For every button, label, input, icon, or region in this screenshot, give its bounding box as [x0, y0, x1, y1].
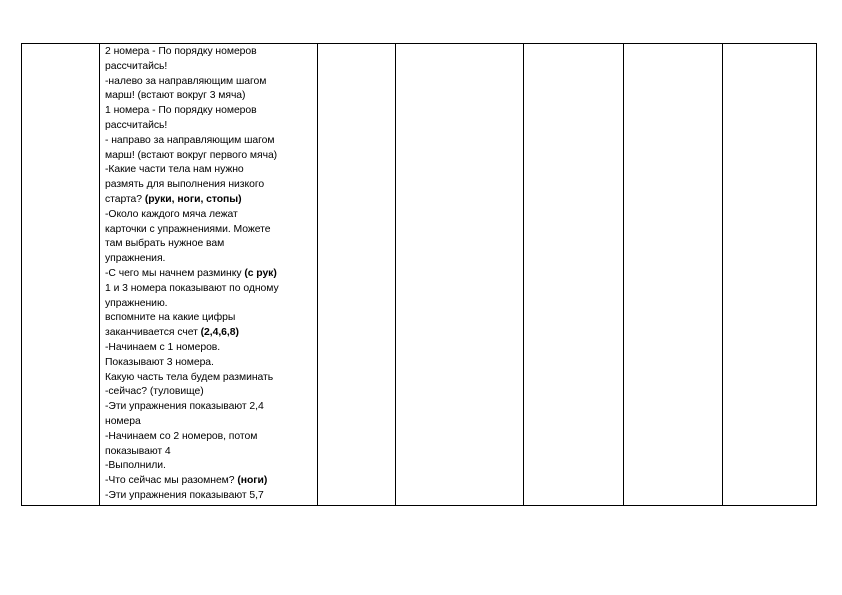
- line-text: -С чего мы начнем разминку: [105, 267, 245, 279]
- table-row: [22, 44, 817, 506]
- line-text: марш! (встают вокруг первого мяча): [105, 149, 278, 161]
- table-cell-col7: [723, 44, 817, 506]
- instruction-line: [105, 415, 313, 430]
- line-text: размять для выполнения низкого: [105, 179, 265, 191]
- line-text: Какую часть тела будем разминать: [105, 371, 274, 383]
- instruction-line: [105, 193, 313, 208]
- instruction-line: [105, 474, 313, 489]
- line-text: Показывают 3 номера.: [105, 356, 214, 368]
- line-text: 1 номера - По порядку номеров: [105, 105, 257, 117]
- line-text: старта?: [105, 193, 145, 205]
- line-text: марш! (встают вокруг 3 мяча): [105, 90, 246, 102]
- instruction-line: [105, 311, 313, 326]
- line-text: -Начинаем с 1 номеров.: [105, 341, 221, 353]
- instruction-line: [105, 341, 313, 356]
- line-text: упражнения.: [105, 253, 166, 265]
- line-text: -Около каждого мяча лежат: [105, 208, 238, 220]
- line-text: -налево за направляющим шагом: [105, 75, 267, 87]
- instruction-line: [105, 489, 313, 504]
- instruction-line: [105, 104, 313, 119]
- instruction-line: [105, 134, 313, 149]
- instruction-line: [105, 237, 313, 252]
- table-cell-col6: [624, 44, 723, 506]
- line-text: карточки с упражнениями. Можете: [105, 223, 271, 235]
- lesson-table-wrapper: [21, 43, 816, 506]
- line-text: показывают 4: [105, 445, 171, 457]
- line-text: -Какие части тела нам нужно: [105, 164, 244, 176]
- line-answer-bold: (2,4,6,8): [200, 327, 239, 339]
- instruction-line: [105, 149, 313, 164]
- instruction-line: [105, 223, 313, 238]
- line-text: упражнению.: [105, 297, 168, 309]
- table-cell-col3: [318, 44, 396, 506]
- instruction-line: [105, 75, 313, 90]
- line-text: заканчивается счет: [105, 327, 201, 339]
- instruction-line: [105, 60, 313, 75]
- instruction-line: [105, 89, 313, 104]
- instruction-line: [105, 326, 313, 341]
- instruction-line: [105, 252, 313, 267]
- instruction-line: [105, 45, 313, 60]
- table-cell-col1: [22, 44, 100, 506]
- line-text: вспомните на какие цифры: [105, 312, 236, 324]
- line-text: -Выполнили.: [105, 460, 166, 472]
- line-text: 2 номера - По порядку номеров: [105, 46, 257, 57]
- line-text: -Эти упражнения показывают 5,7: [105, 489, 264, 501]
- line-text: -Что сейчас мы разомнем?: [105, 475, 238, 487]
- line-text: -Начинаем со 2 номеров, потом: [105, 430, 258, 442]
- instruction-line: [105, 119, 313, 134]
- instruction-line: [105, 356, 313, 371]
- instruction-line: [105, 371, 313, 386]
- instruction-line: [105, 178, 313, 193]
- instruction-line: [105, 297, 313, 312]
- line-text: -Эти упражнения показывают 2,4: [105, 401, 264, 413]
- line-text: -сейчас? (туловище): [105, 386, 204, 398]
- line-answer-bold: (с рук): [244, 267, 277, 279]
- lesson-table: [21, 43, 817, 506]
- table-cell-col4: [396, 44, 524, 506]
- instruction-line: [105, 459, 313, 474]
- table-cell-instructions: [100, 44, 318, 506]
- instruction-line: [105, 163, 313, 178]
- instruction-line: [105, 208, 313, 223]
- line-answer-bold: (руки, ноги, стопы): [144, 193, 242, 205]
- line-text: 1 и 3 номера показывают по одному: [105, 282, 279, 294]
- line-text: - направо за направляющим шагом: [105, 134, 275, 146]
- line-text: рассчитайсь!: [105, 119, 168, 131]
- table-cell-col5: [524, 44, 624, 506]
- instruction-line: [105, 282, 313, 297]
- instruction-lines: [105, 45, 313, 504]
- line-answer-bold: (ноги): [237, 475, 268, 487]
- instruction-line: [105, 267, 313, 282]
- instruction-line: [105, 445, 313, 460]
- instruction-line: [105, 400, 313, 415]
- instruction-line: [105, 385, 313, 400]
- line-text: рассчитайсь!: [105, 60, 168, 72]
- instruction-line: [105, 430, 313, 445]
- line-text: там выбрать нужное вам: [105, 238, 225, 250]
- line-text: номера: [105, 415, 141, 427]
